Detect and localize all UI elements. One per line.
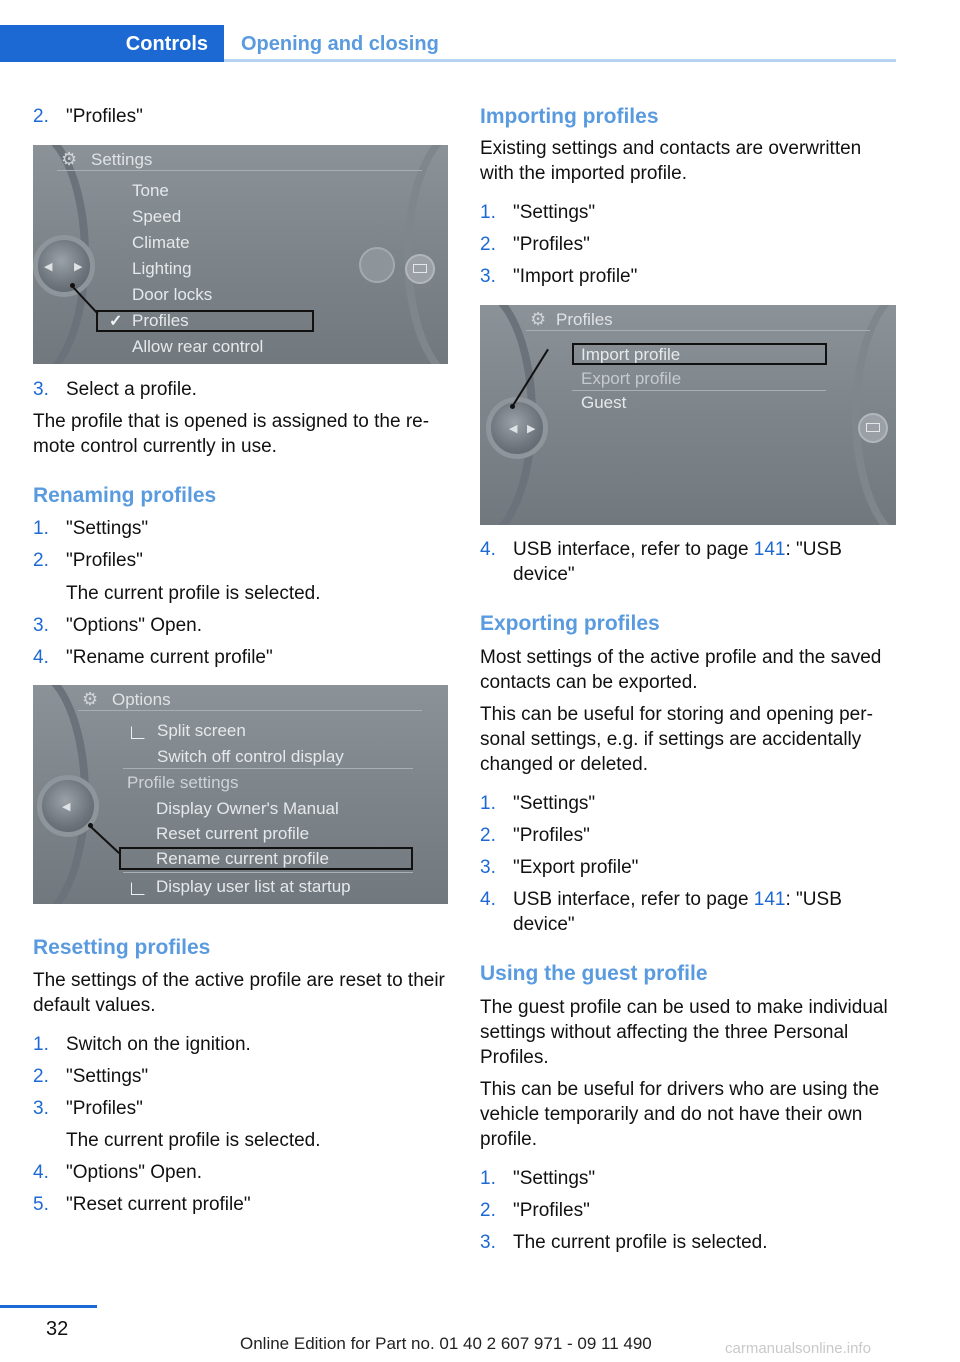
options-screen-image [33,685,448,904]
selection-highlight [572,343,827,365]
page-number: 32 [46,1318,69,1340]
menu-item: Climate [132,233,190,252]
watermark: carmanualsonline.info [725,1340,871,1357]
controller-knob: ◀ [37,775,99,837]
selection-highlight [119,847,413,870]
screen-header [526,309,870,331]
screen-title: Profiles [556,310,613,329]
menu-item: Speed [132,207,182,226]
intro-paragraph: The guest profile can be used to make individual settings without affecting the three Personal Profiles. [480,997,888,1068]
page-reference-link[interactable]: 141 [753,889,786,910]
section-heading: Importing profiles [480,105,659,128]
section-heading: Using the guest profile [480,962,708,985]
intro-paragraph: Most settings of the active profile and the saved contacts can be exported. [480,647,882,693]
intro-paragraph: This can be useful for storing and opening per-sonal settings, e.g. if settings are accidentally changed or deleted. [480,704,873,775]
footer-rule [0,1305,97,1308]
section-heading: Resetting profiles [33,936,211,959]
step-number: 3. [33,379,49,400]
intro-paragraph: The settings of the active profile are reset to their default values. [33,970,445,1016]
screen-title: Options [112,690,171,709]
display-button-icon [858,413,888,443]
menu-item-selected: Import profile [581,345,681,364]
menu-item-selected: Profiles [132,311,189,330]
menu-item: Allow rear control [132,337,264,356]
menu-item: Split screen [157,721,246,740]
header-tabs [0,25,896,62]
screen-title: Settings [91,150,153,169]
settings-screen-image [33,145,448,364]
menu-item-selected: Rename current profile [156,849,329,868]
check-icon: ✓ [109,313,123,330]
screen-header [57,149,422,171]
menu-item: Door locks [132,285,213,304]
display-button-icon [405,254,435,284]
section-heading: Exporting profiles [480,612,660,635]
chapter-tab [224,25,896,62]
menu-item: Tone [132,181,169,200]
settings-knob-icon [359,247,395,283]
section-label: Controls [125,33,208,55]
gear-icon: ⚙ [61,149,78,169]
edition-text: Online Edition for Part no. 01 40 2 607 971 - 09 11 490 [240,1334,652,1353]
gear-icon: ⚙ [82,689,99,709]
menu-item: Switch off control display [157,747,344,766]
menu-item: Reset current profile [156,824,310,843]
menu-item: Export profile [581,369,682,388]
screen-header [78,689,422,711]
selection-highlight [96,310,314,332]
menu-item: Guest [581,393,627,412]
chapter-label: Opening and closing [241,33,439,55]
menu-item: Lighting [132,259,192,278]
section-heading: Renaming profiles [33,484,217,507]
gear-icon: ⚙ [530,309,547,329]
controller-knob: ◀ ▶ [486,397,548,459]
profiles-screen-image [480,305,896,525]
section-tab [0,25,224,62]
step-number: 2. [33,106,49,127]
step-text: Select a profile. [66,379,197,400]
page-reference-link[interactable]: 141 [753,539,786,560]
intro-paragraph: This can be useful for drivers who are using the vehicle temporarily and do not have their own profile. [480,1079,880,1150]
step-text: "Profiles" [66,106,143,127]
controller-knob: ◀ ▶ [33,235,95,297]
menu-item: Display Owner's Manual [156,799,339,818]
intro-paragraph: Existing settings and contacts are overwritten with the imported profile. [480,138,862,184]
note-paragraph: The profile that is opened is assigned to the re-mote control currently in use. [33,411,430,457]
group-label: Profile settings [127,773,239,792]
menu-item: Display user list at startup [156,877,351,896]
